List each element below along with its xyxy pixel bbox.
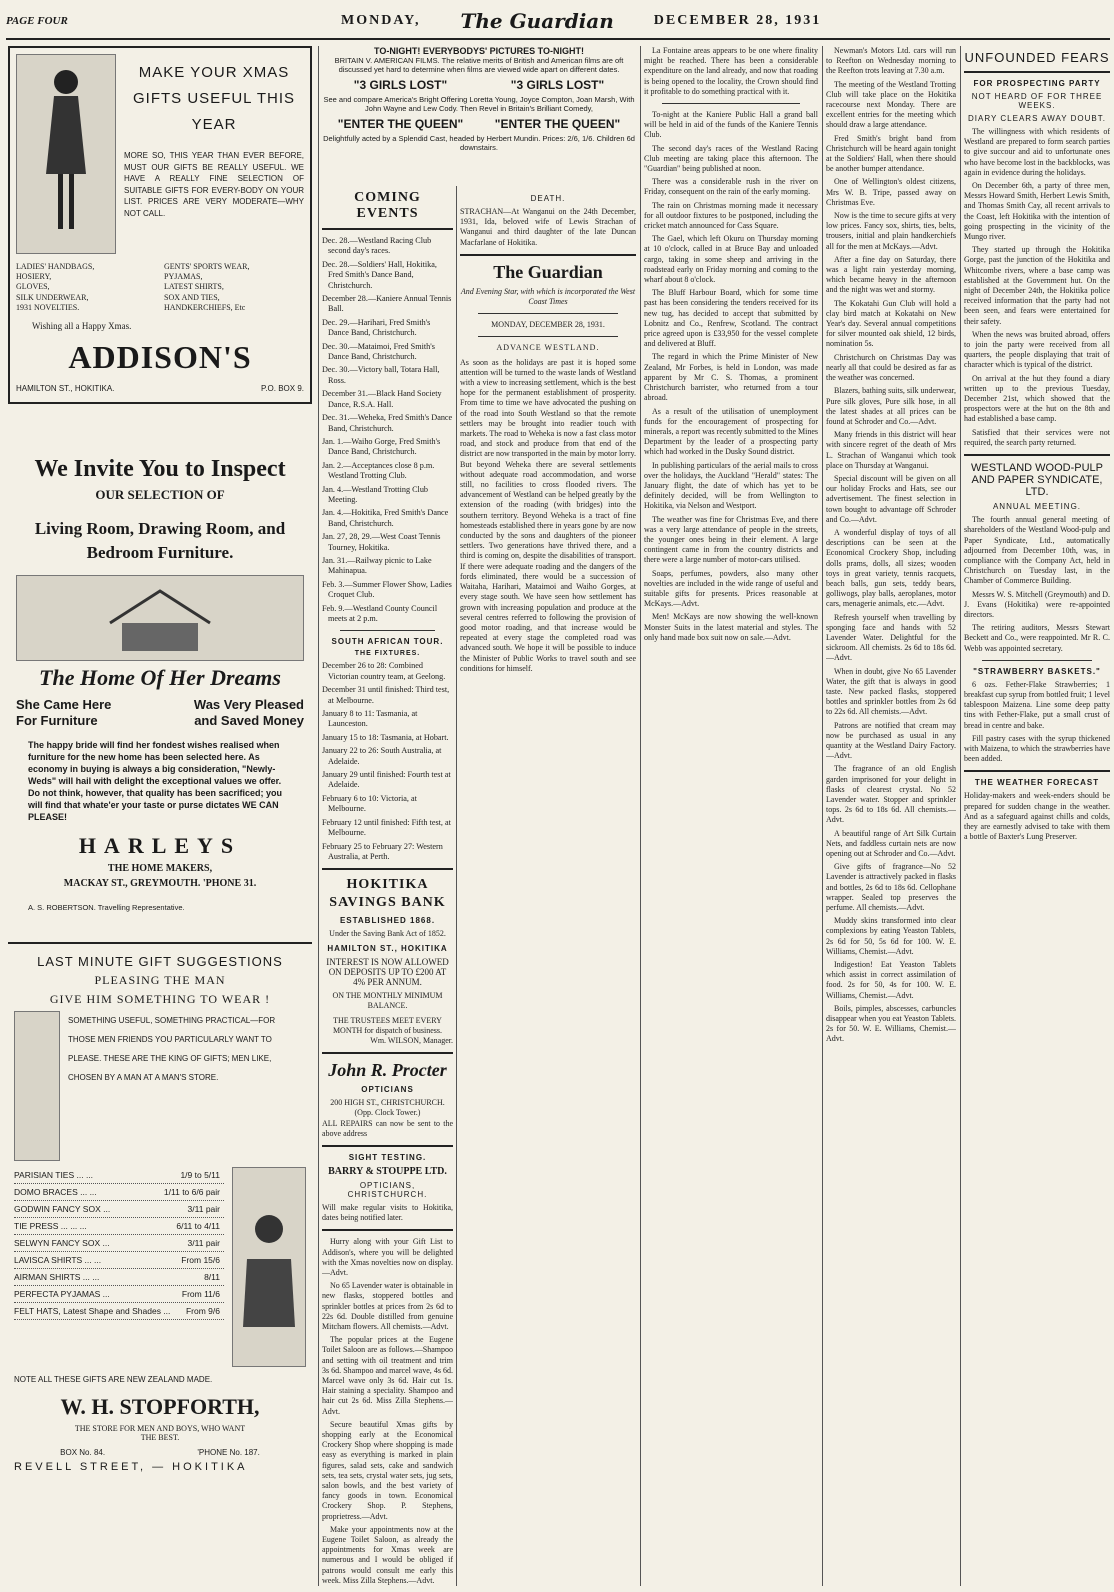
harleys-furniture: Living Room, Drawing Room, and Bedroom Furniture. <box>34 519 286 562</box>
news-paragraph: Boils, pimples, abscesses, carbuncles disappear when you eat Yeaston Tablets. 2s for 50. W. E. Williams, Chemist.—Advt. <box>826 1003 956 1044</box>
stopforth-address: REVELL STREET, — HOKITIKA <box>14 1461 248 1473</box>
column-rule <box>318 46 319 1586</box>
article-subhead: NOT HEARD OF FOR THREE WEEKS. <box>971 92 1103 110</box>
addisons-headline: MAKE YOUR XMAS GIFTS USEFUL THIS YEAR <box>132 64 296 133</box>
addisons-greeting: Wishing all a Happy Xmas. <box>32 321 132 332</box>
harleys-representative: A. S. ROBERTSON. Travelling Representative. <box>28 903 185 912</box>
news-paragraph: There was a considerable rush in the river on Friday, consequent on the rain of the early morning. <box>644 177 818 197</box>
sight-testing-advert <box>322 1153 453 1223</box>
column-ads-left <box>8 46 312 1586</box>
recipe-body <box>964 680 1110 765</box>
coming-events-list <box>322 236 453 624</box>
addisons-ladies-items: LADIES' HANDBAGS, HOSIERY, GLOVES, SILK UNDERWEAR, 1931 NOVELTIES. <box>16 262 95 312</box>
article-paragraph: On arrival at the hut they found a diary written up to the previous Tuesday, December 21st, which showed that the prospectors were at the hut on the 8th and had established a base camp. <box>964 373 1110 424</box>
news-paragraph: Many friends in this district will hear with sincere regret of the death of Mrs L. Strachan of Wanganui which took place on Thursday at Wanganui. <box>826 430 956 470</box>
sight-sub: OPTICIANS, CHRISTCHURCH. <box>347 1180 428 1199</box>
weather-body: Holiday-makers and week-enders should be prepared for sudden change in the weather. And as a safeguard against chills and colds, they are earnestly advised to take with them a bottle of Baxter's Lung Preserver. <box>964 791 1110 842</box>
news-paragraph: A beautiful range of Art Silk Curtain Nets, and faddless curtain nets are now opening out at Schroder and Co.—Advt. <box>826 828 956 859</box>
news-paragraph: Soaps, perfumes, powders, also many other novelties are included in the wide range of useful and suitable gifts for presents. Prices reasonable at McKays.—Advt. <box>644 568 818 609</box>
fixture-item: February 6 to 10: Victoria, at Melbourne. <box>322 793 417 814</box>
woodpulp-headline: WESTLAND WOOD-PULP AND PAPER SYNDICATE, LTD. <box>970 462 1103 499</box>
recipe-paragraph: Fill pastry cases with the syrup thickened with Maizena, to which the strawberries have been added. <box>964 733 1110 764</box>
harleys-left-caption: She Came Here For Furniture <box>16 697 112 728</box>
death-title: DEATH. <box>530 194 566 203</box>
stopforth-price-list <box>14 1167 224 1367</box>
stopforth-name: W. H. STOPFORTH, <box>60 1394 260 1419</box>
harleys-tagline: THE HOME MAKERS, <box>107 863 213 874</box>
sight-name: BARRY & STOUPPE LTD. <box>328 1165 447 1177</box>
article-paragraph: When the news was bruited abroad, offers to join the party were received from all quarters, the people displaying that trait of character which is typical of the district. <box>964 329 1110 370</box>
stopforth-box: BOX No. 84. <box>60 1448 106 1457</box>
price-row: FELT HATS, Latest Shape and Shades ... From 9/6 <box>14 1303 224 1320</box>
article-paragraph: Messrs W. S. Mitchell (Greymouth) and D. J. Evans (Hokitika) were re-appointed directors. <box>964 589 1110 619</box>
harleys-subhead: OUR SELECTION OF <box>95 487 225 502</box>
harleys-advert <box>8 410 312 942</box>
harleys-right-caption: Was Very Pleased and Saved Money <box>193 697 304 728</box>
film-title: "3 GIRLS LOST" <box>510 78 605 92</box>
stopforth-line1: PLEASING THE MAN <box>94 973 226 987</box>
small-ad: Secure beautiful Xmas gifts by shopping early at the Economical Crockery Shop where shopping is made easy as everything is marked in plain figures, salad sets, cake and sandwich sets, tea sets, crystal water sets, jug sets, salon bowls, and the best variety of fancy goods in town. Economical Crockery Shop. P. Stephens, proprietress.—Advt. <box>322 1419 453 1521</box>
news-paragraph: Fred Smith's bright band from Christchurch will be heard again tonight at the Soldiers' Hall, when there should be another bumper attendance. <box>826 133 956 174</box>
news-paragraph: After a fine day on Saturday, there was a light rain yesterday morning, which became heavy in the afternoon and the night was wet and stormy. <box>826 254 956 295</box>
woodpulp-subhead: ANNUAL MEETING. <box>992 502 1082 512</box>
article-paragraph: The retiring auditors, Messrs Stewart Beckett and Co., were reappointed. Mr R. C. Webb was appointed secretary. <box>964 623 1110 653</box>
news-paragraph: The weather was fine for Christmas Eve, and there was a very large attendance of people in the streets, the younger ones being in their element. A large contingent came in from the country districts and there were a large number of motor-cars utilised. <box>644 514 818 565</box>
article-paragraph: They started up through the Hokitika Gorge, past the junction of the Hokitika and Whitcombe rivers, where a base camp was established at the Government hut. On the night of December 24th, the Hokitika police received information that the party had not been seen, and fears were entertained for their safety. <box>964 245 1110 326</box>
addisons-body: MORE SO, THIS YEAR THAN EVER BEFORE, MUST OUR GIFTS BE REALLY USEFUL. WE HAVE A REALLY FINE SELECTION OF SUITABLE GIFTS FOR EVERY-BODY ON YOUR LIST. PRICES ARE VERY MODERATE—WHY NOT CALL. <box>124 151 304 218</box>
event-item: December 31.—Black Hand Society Dance, R.S.A. Hall. <box>322 389 442 409</box>
small-ad: Hurry along with your Gift List to Addison's, where you will be delighted with the Xmas novelties now on display.—Advt. <box>322 1237 453 1277</box>
woodpulp-body <box>964 515 1110 654</box>
article-headline: UNFOUNDED FEARS <box>964 50 1110 65</box>
masthead <box>6 4 1110 40</box>
event-item: Jan. 4.—Westland Trotting Club Meeting. <box>322 484 429 504</box>
news-paragraph: A wonderful display of toys of all descriptions can be seen at the Economical Crockery Shop, including dolls prams, dolls, all sizes; wooden toys in great variety, tennis racquets, beach balls, gun sets, teddy bears, golliwogs, play balls, aeroplanes, motor cars, menagerie animals, etc.—Advt. <box>826 527 956 609</box>
home-illustration <box>16 575 304 661</box>
column-local-news-2 <box>826 46 956 1586</box>
news-paragraph: Refresh yourself when travelling by sponging face and hands with 52 Lavender Water. Delightful for the sickroom. All chemists. 2s 6d to 18s 6d.—Advt. <box>826 612 956 663</box>
event-item: Jan. 27, 28, 29.—West Coast Tennis Tourney, Hokitika. <box>322 532 441 552</box>
film-title: "ENTER THE QUEEN" <box>494 117 621 131</box>
death-notice: STRACHAN—At Wanganui on the 24th December, 1931, Ida, beloved wife of Lewis Strachan of Wanganui and third daughter of the late Duncan Macfarlane of Hokitika. <box>460 207 636 247</box>
price-row: PERFECTA PYJAMAS ... From 11/6 <box>14 1286 224 1303</box>
man-right-illustration <box>232 1167 306 1367</box>
harleys-name: HARLEYS <box>78 833 242 858</box>
event-item: Jan. 1.—Waiho Gorge, Fred Smith's Dance Band, Christchurch. <box>322 436 441 457</box>
procter-address: 200 HIGH ST., CHRISTCHURCH. <box>330 1098 445 1108</box>
leader-body: As soon as the holidays are past it is hoped some attention will be turned to the waste lands of Westland with a view to increasing settlement, which is the best hope for the permanent establishment of prosperity. From time to time we have advocated the pushing on of the road into South Westland so that the remote settlers may be brought into readier touch with markets. The road to Weheka is now a fast class motor road, and stock and produce from that end of the district are now transported in the main by motor lorry. But beyond Weheka there are several settlements without adequate road accommodation, and worse still, no facilities to cross flooded rivers. The advancement of Westland can be helped greatly by the extension of the roading (with bridges) into the southern territory. Beyond Weheka is a tract of fine homesteads established there in years gone by are now conducted by the sons and daughters of the pioneer settlers. Two generations have thrived there, and a third is coming on, despite the disabilities of transport. If there were adequate roading and the dangers of the fords eliminated, there would be a succession of Waitaha, Harihari, Mataimoi and Waiho Gorges, at every stage south. We have seen how settlement has grown with increasing population and produce at the several centres referred to following the provision of good motor roading, and that increase would be repeated at every stage the completed road was advanced south. We hope it will be possible to induce the Minister of Public Works to travel south and see conditions for himself. <box>460 357 636 673</box>
article-paragraph: The willingness with which residents of Westland are prepared to form search parties to give succour and aid to unfortunate ones who have become lost in the backblocks, was again in evidence during the holidays. <box>964 127 1110 177</box>
addisons-box: P.O. BOX 9. <box>261 384 304 394</box>
news-paragraph: Christchurch on Christmas Day was nearly all that could be desired as far as the weather was concerned. <box>826 352 956 383</box>
harleys-address: MACKAY ST., GREYMOUTH. 'PHONE 31. <box>63 878 257 889</box>
house-icon <box>100 583 220 653</box>
news-paragraph: The fragrance of an old English garden imprisoned for your delight in flasks of clearest crystal. No 52 Lavender water. Stopper and sprinkler tops. 2s 6d to 18s 6d. All chemists.—Advt. <box>826 764 956 825</box>
news-paragraph: The regard in which the Prime Minister of New Zealand, Mr Forbes, is held in London, was made apparent by Mr C. S. Thomas, a prominent Christchurch barrister, who returned from a tour abroad. <box>644 352 818 403</box>
procter-repairs: ALL REPAIRS can now be sent to the above address <box>322 1118 453 1138</box>
fixture-item: January 22 to 26: South Australia, at Adelaide. <box>322 746 442 766</box>
event-item: Dec. 28.—Soldiers' Hall, Hokitika, Fred Smith's Dance Band, Christchurch. <box>322 259 437 290</box>
event-item: Jan. 2.—Acceptances close 8 p.m. Westland Trotting Club. <box>322 460 435 481</box>
event-item: Dec. 31.—Weheka, Fred Smith's Dance Band, Christchurch. <box>322 413 453 433</box>
news-paragraph: The meeting of the Westland Trotting Club will take place on the Hokitika racecourse next Monday. There are excellent entries for the meeting which should draw a large attendance. <box>826 79 956 130</box>
article-paragraph: Satisfied that their services were not required, the search party returned. <box>964 427 1110 447</box>
price-row: LAVISCA SHIRTS ... ... From 15/6 <box>14 1252 224 1269</box>
stopforth-note: NOTE ALL THESE GIFTS ARE NEW ZEALAND MADE. <box>14 1375 213 1384</box>
pictures-header: TO-NIGHT! EVERYBODYS' PICTURES TO-NIGHT! <box>374 46 584 56</box>
event-item: Jan. 4.—Hokitika, Fred Smith's Dance Band, Christchurch. <box>322 508 449 528</box>
gentleman-icon <box>239 1207 299 1327</box>
stopforth-body: SOMETHING USEFUL, SOMETHING PRACTICAL—FOR THOSE MEN FRIENDS YOU PARTICULARLY WANT TO PLEASE. THESE ARE THE KING OF GIFTS; MEN LIKE, CHOSEN BY A MAN AT A MAN'S STORE. <box>68 1016 276 1082</box>
event-item: Dec. 30.—Mataimoi, Fred Smith's Dance Band, Christchurch. <box>322 341 435 362</box>
price-row: SELWYN FANCY SOX ... 3/11 pair <box>14 1235 224 1252</box>
harleys-banner: The Home Of Her Dreams <box>39 665 281 690</box>
lady-silhouette-icon <box>36 64 96 244</box>
column-features <box>964 46 1110 1586</box>
column-rule <box>822 46 823 1586</box>
masthead-day: MONDAY, <box>341 13 421 28</box>
pictures-subhead: BRITAIN V. AMERICAN FILMS. The relative merits of British and American films are oft discussed yet hard to determine when films are viewed wide apart on different dates. <box>334 56 624 74</box>
bank-minimum: ON THE MONTHLY MINIMUM BALANCE. <box>332 991 443 1011</box>
news-paragraph: Patrons are notified that cream may now be purchased as usual in any quantity at the Westland Dairy Factory.—Advt. <box>826 720 956 761</box>
coming-events-title: COMING EVENTS <box>354 190 421 221</box>
guardian-date: MONDAY, DECEMBER 28, 1931. <box>491 320 605 330</box>
weather-title: THE WEATHER FORECAST <box>974 778 1100 788</box>
harleys-headline: We Invite You to Inspect <box>34 456 286 482</box>
event-item: December 28.—Kaniere Annual Tennis Ball. <box>322 294 452 314</box>
fixture-item: December 26 to 28: Combined Victorian country team, at Geelong. <box>322 661 446 681</box>
local-news-2 <box>826 46 956 1045</box>
event-item: Jan. 31.—Railway picnic to Lake Mahinapua. <box>322 555 432 576</box>
local-news <box>644 46 818 643</box>
bank-act: Under the Saving Bank Act of 1852. <box>329 929 446 939</box>
news-paragraph: When in doubt, give No 65 Lavender Water, the gift that is always in good taste. New packed flasks, stoppered bottles and sprinkler bottles from 2s 6d to 22s 6d. All chemists.—Advt. <box>826 666 956 717</box>
price-row: DOMO BRACES ... ... 1/11 to 6/6 pair <box>14 1184 224 1201</box>
stopforth-headline: LAST MINUTE GIFT SUGGESTIONS <box>37 954 283 969</box>
page-number: PAGE FOUR <box>6 15 68 27</box>
lady-illustration <box>16 54 116 254</box>
stopforth-line2: GIVE HIM SOMETHING TO WEAR ! <box>49 992 271 1006</box>
column-rule <box>640 46 641 1586</box>
sight-title: SIGHT TESTING. <box>348 1152 427 1162</box>
bank-interest: INTEREST IS NOW ALLOWED ON DEPOSITS UP TO £200 AT 4% PER ANNUM. <box>326 956 449 987</box>
tour-title: SOUTH AFRICAN TOUR. <box>331 637 444 647</box>
masthead-date: DECEMBER 28, 1931 <box>653 13 822 28</box>
fixture-item: January 15 to 18: Tasmania, at Hobart. <box>322 732 449 742</box>
news-paragraph: In publishing particulars of the aerial mails to cross over the holidays, the Auckland "Herald" states: The January flight, the date of which has yet to be definitely decided, will be from Wellington to Hokitika, via Nelson and Westport. <box>644 460 818 511</box>
column-local-news <box>644 46 818 1586</box>
news-paragraph: The rain on Christmas morning made it necessary for all outdoor fixtures to be postponed, including the cricket match announced for Cass Square. <box>644 200 818 231</box>
harleys-body: The happy bride will find her fondest wishes realised when furniture for the new home has been selected here. As economy in buying is always a big consideration, "Newly-Weds" will hail with delight the exceptional values we offer. Do not think, however, that quality has been sacrificed; you will find that whate'er your taste or purse dictates WE CAN PLEASE! <box>28 740 283 822</box>
bank-title: HOKITIKA SAVINGS BANK <box>329 877 446 911</box>
masthead-title: The Guardian <box>460 9 614 33</box>
article-body <box>964 127 1110 448</box>
news-paragraph: Give gifts of fragrance—No 52 Lavender is attractively packed in flasks and bottles, 2s 6d to 18s 6d. Cellophane wrapper. Sealed top preserves the perfume. All chemists.—Advt. <box>826 862 956 913</box>
article-subhead: FOR PROSPECTING PARTY <box>973 79 1101 88</box>
column-events <box>322 46 453 1586</box>
bank-address: HAMILTON ST., HOKITIKA <box>327 943 448 953</box>
news-paragraph: One of Wellington's oldest citizens, Mrs W. B. Tripe, passed away on Christmas Eve. <box>826 177 956 207</box>
news-paragraph: Blazers, bathing suits, silk underwear, Pure silk gloves, Pure silk hose, in all the latest shades at all prices can be found at Schroder and Co.—Advt. <box>826 386 956 426</box>
news-paragraph: Now is the time to secure gifts at very low prices. Fancy sox, shirts, ties, belts, trousers, initial and plain handkerchiefs all for the men at McKays.—Advt. <box>826 211 956 251</box>
pictures-cast: See and compare America's Bright Offering Loretta Young, Joyce Compton, Joan Marsh, With John Wayne and Lew Cody. Then Revel in Britain's Brilliant Comedy, <box>323 95 635 113</box>
recipe-paragraph: 6 ozs. Fether-Flake Strawberries; 1 breakfast cup syrup from bottled fruit; 1 level tablespoon Maizena. Line some deep patty tins with Fether-Flake, put a small crust of bread in centre and bake. <box>964 679 1110 730</box>
fixture-item: January 8 to 11: Tasmania, at Launceston. <box>322 709 418 729</box>
article-paragraph: The fourth annual general meeting of shareholders of the Westland Wood-pulp and Paper Syndicate, Ltd., automatically adjourned from December 10th, was, in compliance with the Company Act, held in Christchurch on Tuesday last, in the Chamber of Commerce Building. <box>964 515 1110 586</box>
fixture-item: December 31 until finished: Third test, at Melbourne. <box>322 685 450 705</box>
bank-trustees: THE TRUSTEES MEET EVERY MONTH for dispatch of business. <box>332 1015 443 1035</box>
price-row: GODWIN FANCY SOX ... 3/11 pair <box>14 1201 224 1218</box>
news-paragraph: To-night at the Kaniere Public Hall a grand ball will be held in aid of the funds of the Kaniere Tennis Club. <box>644 110 818 140</box>
addisons-name: ADDISON'S <box>68 339 252 376</box>
procter-opposite: (Opp. Clock Tower.) <box>354 1108 421 1118</box>
news-paragraph: As a result of the utilisation of unemployment funds for the encouragement of prospecting for minerals, a report was recently submitted to the Mines Department by the leader of a prospecting party which had worked in the Dusky Sound district. <box>644 406 818 457</box>
news-paragraph: Special discount will be given on all our holiday Frocks and Hats, see our advertisement. The finest selection in town bought to advantage off Schroder and Co.—Advt. <box>826 473 956 524</box>
col2-small-ads <box>322 1237 453 1586</box>
leader-title: ADVANCE WESTLAND. <box>496 343 600 353</box>
small-ad: Make your appointments now at the Eugene Toilet Saloon, as already the appointments for Xmas week are numerous and I would be obliged if patrons would consult me early this week. Miss Zilla Stephens.—Advt. <box>322 1524 453 1585</box>
man-left-illustration <box>14 1011 60 1161</box>
news-paragraph: The Gael, which left Okuru on Thursday morning at 10 o'clock, called in at Bruce Bay and unloaded cargo, taking in some sheep and arriving in the roadstead early on Friday morning and coming to the wharf about 8 o'clock. <box>644 234 818 285</box>
news-paragraph: The second day's races of the Westland Racing Club meeting are taking place this afternoon. The "Guardian" being published at noon. <box>644 143 818 174</box>
fixture-item: February 25 to February 27: Western Australia, at Perth. <box>322 841 443 861</box>
event-item: Dec. 28.—Westland Racing Club second day's races. <box>322 236 432 256</box>
stopforth-phone: 'PHONE No. 187. <box>197 1448 260 1457</box>
addisons-gents-items: GENTS' SPORTS WEAR, PYJAMAS, LATEST SHIRTS, SOX AND TIES, HANDKERCHIEFS, Etc <box>164 262 250 312</box>
guardian-subtitle: And Evening Star, with which is incorporated the West Coast Times <box>460 286 636 307</box>
news-paragraph: The Kokatahi Gun Club will hold a clay bird match at Kokatahi on New Year's day. Several annual competitions for silver mounted oak shield, 12 birds, nomination 5s. <box>826 298 956 349</box>
guardian-nameplate: The Guardian <box>493 261 603 282</box>
news-paragraph: Men! McKays are now showing the well-known Monster Suits in the latest material and styles. The only hand made box suit now on sale.—Advt. <box>644 612 818 642</box>
addisons-address: HAMILTON ST., HOKITIKA. <box>16 384 115 394</box>
bank-established: ESTABLISHED 1868. <box>339 916 436 926</box>
event-item: Feb. 9.—Westland County Council meets at 2 p.m. <box>322 603 438 623</box>
article-subhead: DIARY CLEARS AWAY DOUBT. <box>968 114 1106 123</box>
procter-advert <box>322 1060 453 1139</box>
news-paragraph: The Bluff Harbour Board, which for some time past has been considering the tenders received for its new tug, has decided to accept that submitted by Lobnitz and Co., Renfrew, Scotland. The contract price agreed upon is £33,950 for the vessel complete and delivered at Bluff. <box>644 288 818 349</box>
recipe-title: "STRAWBERRY BASKETS." <box>973 666 1101 676</box>
price-row: AIRMAN SHIRTS ... ... 8/11 <box>14 1269 224 1286</box>
event-item: Feb. 3.—Summer Flower Show, Ladies Croquet Club. <box>322 579 452 600</box>
small-ad: The popular prices at the Eugene Toilet Saloon are as follows.—Shampoo and setting with oil treatment and trim 3s 6d. Shampoo and marcel wave, 4s 6d. Marcel wave only 3s 6d. Hair cut 1s. Hair staining a speciality. Shampoo and hair cut 2s 6d. Miss Zilla Stephens.—Advt. <box>322 1335 453 1416</box>
pictures-footer: Delightfully acted by a Splendid Cast, headed by Herbert Mundin. Prices: 2/6, 1/6. Children 6d downstairs. <box>323 134 635 152</box>
savings-bank-advert <box>322 876 453 1046</box>
procter-sub: OPTICIANS <box>361 1085 414 1095</box>
news-paragraph: Muddy skins transformed into clear complexions by eating Yeaston Tablets, 2s 6d for 50, 5s 6d for 100. W. E. Williams, Chemist.—Advt. <box>826 916 956 956</box>
sight-body: Will make regular visits to Hokitika, dates being notified later. <box>322 1202 453 1223</box>
tour-fixtures: THE FIXTURES. <box>354 650 421 658</box>
fixture-item: January 29 until finished: Fourth test at Adelaide. <box>322 770 451 790</box>
price-row: TIE PRESS ... ... ... 6/11 to 4/11 <box>14 1218 224 1235</box>
pictures-advert <box>322 46 636 186</box>
news-paragraph: Newman's Motors Ltd. cars will run to Reefton on Wednesday morning to the Reefton trots leaving at 7.30 a.m. <box>826 46 956 76</box>
bank-manager: Wm. WILSON, Manager. <box>370 1035 453 1045</box>
stopforth-advert <box>8 942 312 1562</box>
event-item: Dec. 29.—Harihari, Fred Smith's Dance Band, Christchurch. <box>322 317 431 338</box>
price-row: PARISIAN TIES ... ... 1/9 to 5/11 <box>14 1167 224 1184</box>
event-item: Dec. 30.—Victory ball, Totara Hall, Ross. <box>322 365 440 385</box>
news-paragraph: Indigestion! Eat Yeaston Tablets which assist in correct assimilation of food. 2s for 50, 4s for 100. W. E. Williams, Chemist.—Advt. <box>826 960 956 1000</box>
small-ad: No 65 Lavender water is obtainable in new flasks, stoppered bottles and sprinkler bottles at prices from 2s 6d to 22s 6d. Double distilled from genuine Mitcham flowers. All chemists.—Advt. <box>322 1281 453 1331</box>
column-leader <box>460 190 636 1586</box>
film-title: "ENTER THE QUEEN" <box>337 117 464 131</box>
tour-list <box>322 661 453 862</box>
news-paragraph: La Fontaine areas appears to be one where finality might be reached. There has been a considerable expenditure on the land already, and now that roading is being opened to the locality, the Crown should find it profitable to do something practical with it. <box>644 46 818 96</box>
film-title: "3 GIRLS LOST" <box>353 78 448 92</box>
column-rule <box>456 46 457 1586</box>
stopforth-tagline: THE STORE FOR MEN AND BOYS, WHO WANT THE BEST. <box>74 1424 246 1442</box>
procter-logo: John R. Procter <box>328 1060 447 1081</box>
fixture-item: February 12 until finished: Fifth test, at Melbourne. <box>322 817 451 838</box>
article-paragraph: On December 6th, a party of three men, Messrs Howard Smith, Herbert Lewis Smith, and Thomas Smith Cay, all recent arrivals to the Coast, left Hokitika with the intention of going prospecting in the vicinity of the Mungo river. <box>964 181 1110 242</box>
column-rule <box>960 46 961 1586</box>
addisons-advert <box>8 46 312 404</box>
